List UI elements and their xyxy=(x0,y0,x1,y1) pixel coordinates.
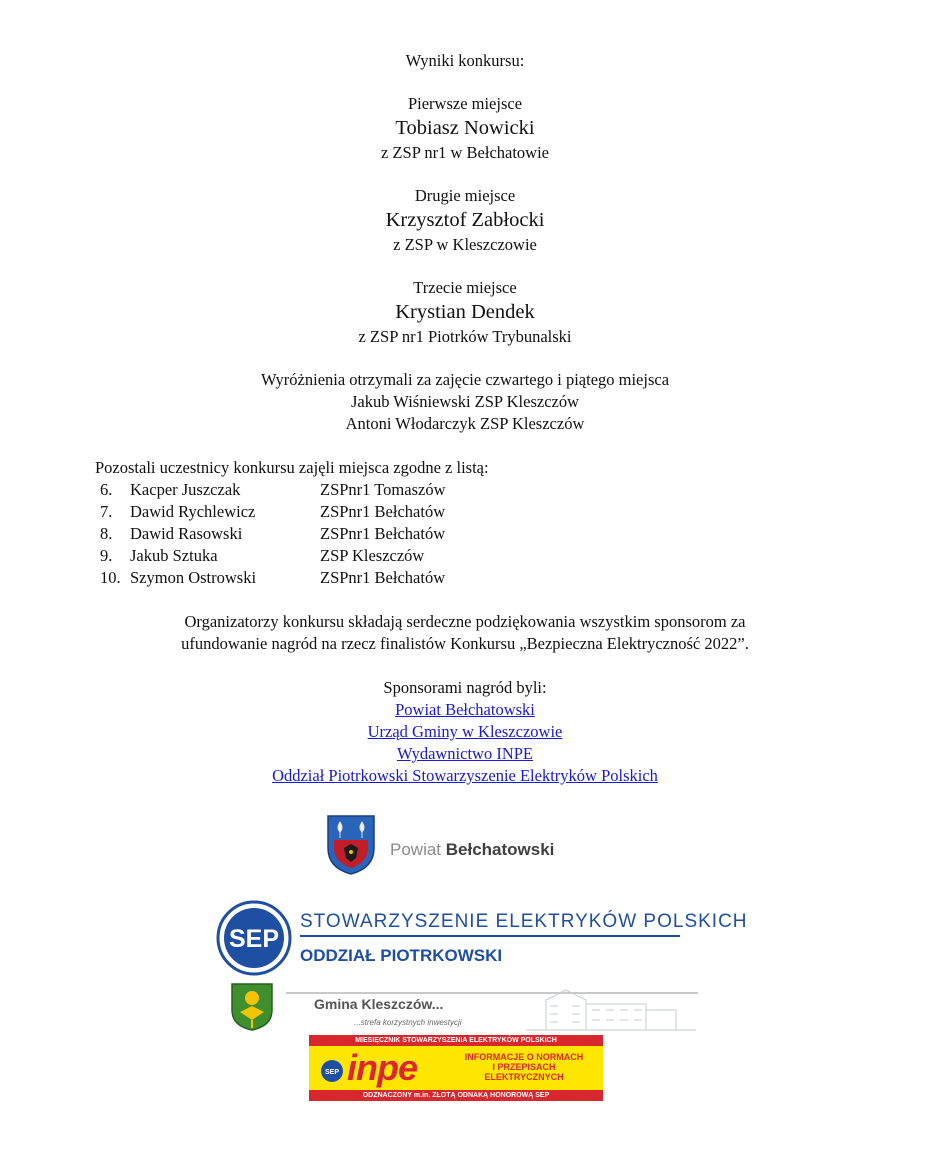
honor-item: Jakub Wiśniewski ZSP Kleszczów xyxy=(350,392,580,411)
participant-school: ZSPnr1 Bełchatów xyxy=(320,502,446,521)
inpe-brand-text: inpe xyxy=(347,1047,418,1088)
rank-number: 8. xyxy=(100,524,113,543)
first-place-name: Tobiasz Nowicki xyxy=(395,117,535,139)
building-sketch-icon xyxy=(526,984,696,1032)
sep-logo-subtitle: ODDZIAŁ PIOTRKOWSKI xyxy=(300,946,503,965)
third-place-label: Trzecie miejsce xyxy=(413,278,517,297)
page-heading: Wyniki konkursu: xyxy=(405,51,525,70)
sep-emblem-text: SEP xyxy=(228,925,280,953)
gmina-coat-of-arms-icon xyxy=(230,982,274,1032)
third-place-name: Krystian Dendek xyxy=(395,301,535,323)
participant-school: ZSPnr1 Bełchatów xyxy=(320,568,446,587)
participant-name: Jakub Sztuka xyxy=(130,546,218,565)
participant-name: Dawid Rychlewicz xyxy=(130,502,256,521)
first-place-label: Pierwsze miejsce xyxy=(407,94,523,113)
powiat-logo-light-text: Powiat xyxy=(390,840,446,859)
honor-item: Antoni Włodarczyk ZSP Kleszczów xyxy=(345,414,585,433)
sponsor-link-powiat[interactable]: Powiat Bełchatowski xyxy=(395,700,535,719)
inpe-sep-badge-text: SEP xyxy=(324,1069,340,1076)
participant-school: ZSPnr1 Bełchatów xyxy=(320,524,446,543)
gmina-kleszczow-logo xyxy=(230,982,698,1034)
rank-number: 6. xyxy=(100,480,113,499)
second-place-school: z ZSP w Kleszczowie xyxy=(393,235,537,254)
thanks-line: Organizatorzy konkursu składają serdeczne podziękowania wszystkim sponsorom za xyxy=(184,612,746,631)
gmina-logo-name: Gmina Kleszczów... xyxy=(314,996,444,1012)
sep-logo-rule xyxy=(300,935,680,937)
third-place-school: z ZSP nr1 Piotrków Trybunalski xyxy=(358,327,572,346)
sep-logo xyxy=(216,900,748,978)
inpe-info-line: INFORMACJE O NORMACH xyxy=(464,1052,584,1062)
rank-number: 9. xyxy=(100,546,113,565)
second-place-name: Krzysztof Zabłocki xyxy=(385,209,545,231)
honors-intro: Wyróżnienia otrzymali za zajęcie czwartego i piątego miejsca xyxy=(260,370,670,389)
gmina-logo-tagline: ...strefa korzystnych inwestycji xyxy=(354,1018,462,1027)
powiat-logo-bold-text: Bełchatowski xyxy=(445,840,555,859)
sponsor-link-sep[interactable]: Oddział Piotrkowski Stowarzyszenie Elektryków Polskich xyxy=(272,766,658,785)
thanks-line: ufundowanie nagród na rzecz finalistów Konkursu „Bezpieczna Elektryczność 2022”. xyxy=(181,634,749,653)
powiat-coat-of-arms-icon xyxy=(326,814,376,876)
sep-emblem-icon xyxy=(216,900,292,976)
sponsor-link-inpe[interactable]: Wydawnictwo INPE xyxy=(396,744,534,763)
inpe-info-line: I PRZEPISACH xyxy=(492,1062,556,1072)
inpe-top-banner: MIESIĘCZNIK STOWARZYSZENIA ELEKTRYKÓW POLSKICH xyxy=(309,1035,603,1046)
inpe-sep-badge-icon xyxy=(320,1059,344,1083)
participant-name: Dawid Rasowski xyxy=(130,524,243,543)
sep-logo-title: STOWARZYSZENIE ELEKTRYKÓW POLSKICH xyxy=(300,911,748,932)
participant-name: Kacper Juszczak xyxy=(130,480,241,499)
sponsor-link-gmina[interactable]: Urząd Gminy w Kleszczowie xyxy=(367,722,563,741)
sponsors-intro: Sponsorami nagród byli: xyxy=(383,678,547,697)
rank-number: 7. xyxy=(100,502,113,521)
rank-number: 10. xyxy=(100,568,121,587)
inpe-bottom-banner: ODZNACZONY m.in. ZŁOTĄ ODNAKĄ HONOROWĄ SEP xyxy=(309,1090,603,1101)
second-place-label: Drugie miejsce xyxy=(414,186,516,205)
participant-school: ZSPnr1 Tomaszów xyxy=(320,480,446,499)
powiat-belchatowski-logo xyxy=(326,814,586,878)
participant-school: ZSP Kleszczów xyxy=(320,546,425,565)
inpe-logo xyxy=(309,1035,603,1101)
inpe-info-line: ELEKTRYCZNYCH xyxy=(484,1072,564,1082)
first-place-school: z ZSP nr1 w Bełchatowie xyxy=(380,143,550,162)
others-intro: Pozostali uczestnicy konkursu zajęli miejsca zgodne z listą: xyxy=(95,458,489,477)
participant-name: Szymon Ostrowski xyxy=(130,568,257,587)
